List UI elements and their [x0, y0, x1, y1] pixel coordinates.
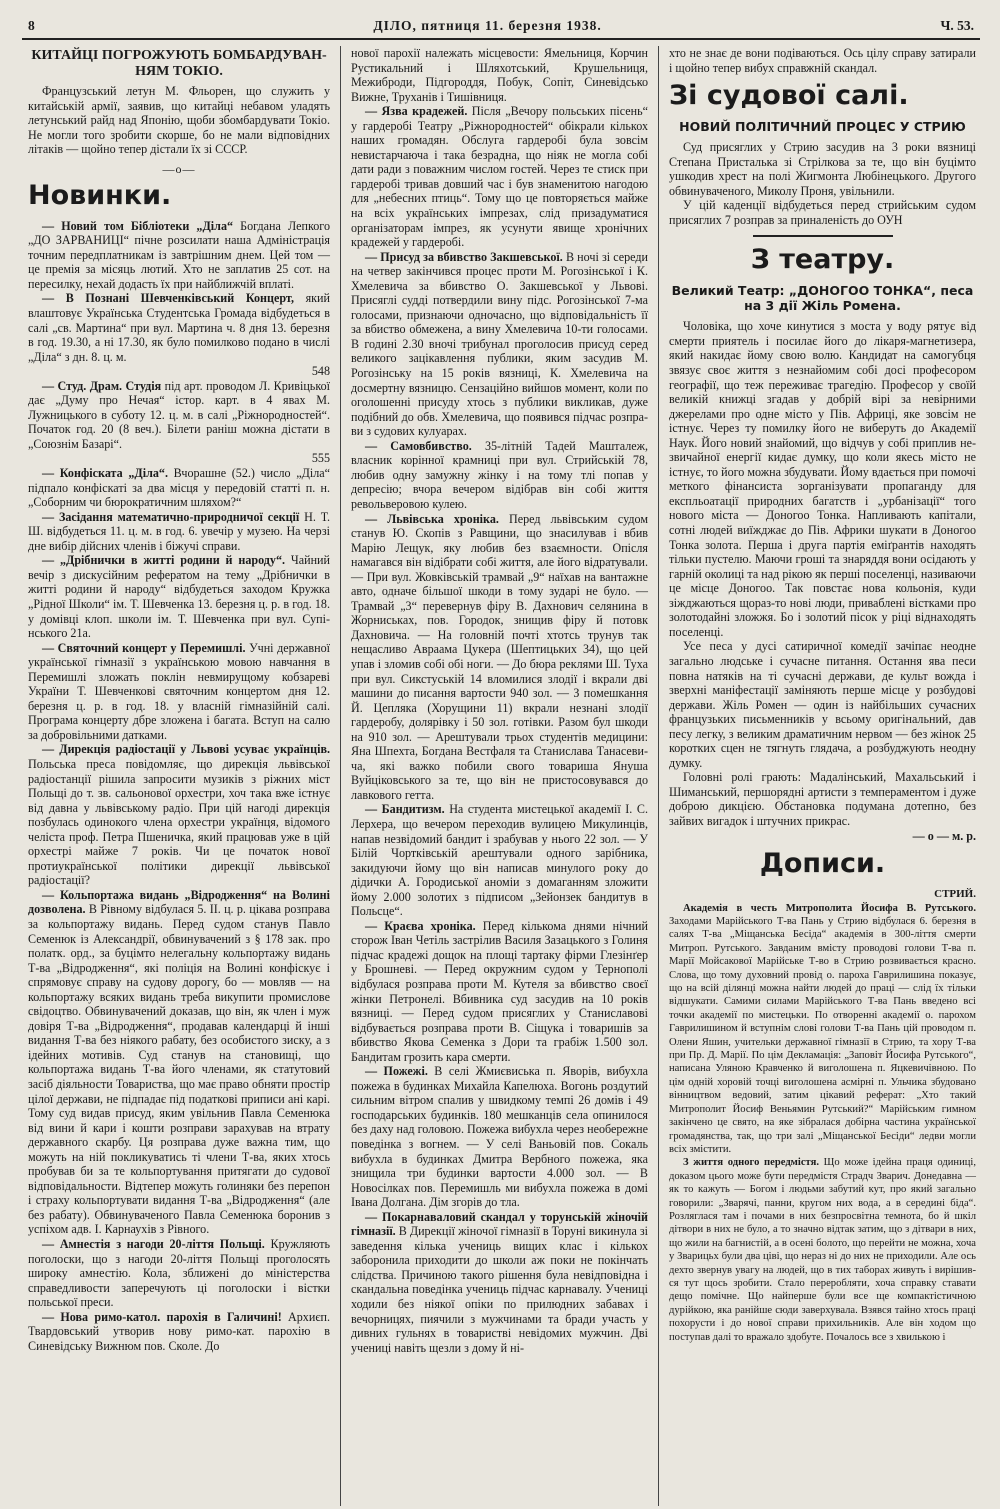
news-item: [351, 1064, 648, 1209]
news-item-text: Богдана Лепкого „ДО ЗАРВАНИЦІ“ пічне розсилати наша Адміністрація точним передплатникам із завтрішним днем. Цей том — це премія за місяць лютий. Хто не заплатив 25 сот. на пересилку, нехай додасть їх при найближчій вплаті.: [28, 218, 330, 291]
news-item-text: В селі Жмиєвиська п. Яворів, вибухла пожежа в будинках Михайла Капелюха. Вогонь роздутий сильним вітром спалив у швидкому темпі 26 домів і 49 господарських будинків. 180 мешканців села опинилося без даху над головою. Пожежа вибухла через необережне поведінка з вогнем. — У селі Ваньовій пов. Сокаль вибухла в будинках Дмитра Вербного пожежа, яка знищила три будинки вартости 4.000 зол. — В Новосілках пов. Перемишль ми вибухла пожежа в домі Івана Долгана. Дім згорів до тла.: [351, 1064, 648, 1210]
theatre-paragraph: Чоловіка, що хоче кинутися з моста у воду рятує від смерти приятель і посилає його до лікаря-магнетизера, який накидає йому свою волю. Кандидат на самогубця звязує своє життя з незнайомим собі досі професором географії, що теж переживає трагедію. Професор у своїй великій книжці згадав у добрій вірі за невірними джерелами про одне місто у Пів. Африці, яке зовсім не істнує. Через ту помилку його не виберуть до Академії Наук. Його новий знайомий, що відчув у собі приплив незвичайної енергії кидає думку, що коли якесь місто не істнує, то його можна збудувати. Йому вдається при помочі меткого фінансиста зорганізувати пропаганду для експльоатації природних багатств і „урбанізації“ того нового міста — Доногоо Тонка. Напливають капітали, сотні людей виїжджає до Пів. Африки шукати в Доногоо Тонка золота. Перша і друга партія еміґрантів находять тільки пустелю. Маючи гроші та знаряддя вони осідають у гарній околиці та над рікою як перші поселенці, називаючи це місце Доногоо. Так повстає нова кольонія, куди зіжджаються щораз-то нові люди, приваблені вістками про золотодайні зложжя. Бо і золотий пісок у ріці віднаходять поселенці.: [669, 319, 976, 639]
news-item-text: який влаштовує Українська Студентська Громада відбудеться в салі „св. Мартина“ при вул. Мартина ч. 8 дня 13. березня в год. 19.30, а ні 17.30, як було помилково подано в числі „Діла“ з дн. 8. ц. м.: [28, 291, 331, 364]
section-rule: [753, 235, 893, 237]
news-item: [351, 250, 648, 439]
letter-paragraph: [669, 1156, 976, 1344]
letter-lead: З життя одного передмістя.: [683, 1157, 819, 1169]
columns: [22, 46, 980, 1506]
news-item-text: Кружляють поголоски, що з нагоди 20-ліття Польщі проголосять широку амнестію. Кола, зближені до міністерства справедливости заперечують ці поголоски і вістки польської преси.: [28, 1237, 331, 1310]
news-item: [351, 802, 648, 918]
news-item-text: Перед львівським судом станув Ю. Скопів з Равщини, що знасилував і вбив Марію Лещук, яку любив без взаємности. Опісля намагався він відібрати собі життя, але його відратували. — При вул. Жовківській трамвай „9“ наїхав на вантажне авто, одначе більшої шкоди в тому зударі не було. — Трамвай „3“ перевернув фіру В. Дахнович селянина в Жорниськах, пов. Городок, знищив фіру й потовк Дахновича. — На головній почті хтотсь трунув так нещасливо Авраама Цукера (Шептицьких 34), що цей упав і зломив собі обі ноги. — До бюра реклями Ш. Туха при вул. Сикстуській 14 вломилися злодії і вкрали дві машини до писання вартости 940 зол. — З помешкання Й. Цепляка (Хорущини 11) вкрали незнані злодії гардеробу, долярівку і 50 зол. готівки. Разом бул шкоди на 910 зол. — Арештували трьох студентів медицини: Яна Шпехта, Богдана Вестфаля та Станислава Танасевича, які важко побили свого товариша Януша Вуйціковського за те, що він не пристосовувався до лавкового гетта.: [351, 511, 648, 802]
news-item: [351, 104, 648, 249]
rubric-novynky: Новинки.: [28, 179, 172, 211]
news-item-text: Польська преса повідомляє, що дирекція львівської радіостанції рішила запросити музиків з ріжних міст Польщі до т. зв. сальонової орхестри, хоч така вже істнує від давна у львівському радіо. При цій нагоді дирекція позбулась одинокого члена орхестри українця, відомого челіста проф. Петра Пшеничка, який працював уже в цій орхестрі майже 7 років. Чи це початок нової протиукраїнської політики дирекції львівської радіостації?: [28, 756, 330, 888]
news-item-lead: — Дирекція радіостації у Львові усуває українців.: [42, 742, 330, 757]
news-item-text: Н. Т. Ш. відбудеться 11. ц. м. в год. 6. увечір у музею. На черзі дне вибір дійсних членів і біжучі справи.: [28, 509, 330, 553]
article-body: Французський летун М. Фльорен, що служить у китайській армії, заявив, що китайці небавом уладять летунський райд над Японію, щоби збомбардувати Токіо. Не могли того зробити скорше, бо не мали відповідних літаків — щойно тепер дістали їх зі СССР.: [28, 84, 330, 157]
news-item-text: Архиєп. Твардовський утворив нову римо-кат. парохію в Синевідську Вижнюм пов. Сколе. До: [28, 1309, 331, 1353]
news-item: [28, 553, 330, 640]
news-item-lead: — „Дрібнички в житті родини й народу“.: [42, 553, 286, 568]
issue-number: Ч. 53.: [940, 18, 974, 33]
author-sign: — o — м. р.: [912, 828, 976, 843]
news-item: [351, 1210, 648, 1355]
court-paragraph: У цій каденції відбудеться перед стрийським судом присяглих 7 розправ за приналеність до ОУН: [669, 198, 976, 227]
news-item-lead: — Бандитизм.: [365, 802, 445, 817]
column-1: [22, 46, 340, 1506]
news-item-lead: — Святочний концерт у Перемишлі.: [42, 640, 246, 655]
letter-text: Заходами Марійського Т-ва Пань у Стрию відбулася 6. березня в салях Т-ва „Міщанська Бесіда“ академія в 300-ліття смерти Митроп. Рутського. Завданим вмісту проводові голови Т-ва п. Марії Мойсакової Марійське Т-во в Стрию розвивається красно. Слова, що тому духовний провід о. пароха Гаврилишина показує, що на всій ділянці можна найти людей до праці — слід їх тільки відшукати. Самими силами Марійського Т-ва Пань введено всі точки академії по мистецьки. По отворенні академії о. парохом Гаврилишином й вступнім слові голови Т-ва Пань цій проводом п. Олени Яшин, учительки державної гімназії в Стрию, та хору Т-ва при Пр. Д. Марії. По цім Декламація: „Заповіт Йосифа Рутського“, написана Уляною Кравченко й виголошена п. Яцкевичівною. По цім одній хоровій точці виголошена асмірні п. Ульчика збудовано вінництвом ведовий, затим цікавий реферат: „Хто такий Митрополит Йосиф Веньямин Рутський?“ Марійським гимном закінчено це свято, на яке зібралася добірна частина української громадянства, так, що три залі „Міщанської Бесіди“ ледви могли всіх змістити.: [669, 916, 976, 1155]
dateline: СТРИЙ.: [934, 888, 976, 901]
news-item-text: Чайний вечір з дискусійним рефератом на тему „Дрібнички в житті родини й народу“ відбудеться заходом Кружка „Рідної Школи“ ім. Т. Шевченка 13. березня ц. р. в год. 18. у домівці клоп. школи ім. Т. Шевченка при вул. Супінського 21а.: [28, 553, 331, 641]
news-item: [351, 512, 648, 803]
masthead-title: ДІЛО, пятниця 11. березня 1938.: [373, 18, 602, 33]
news-item-text: Учні державної української гімназії з українською мовою навчання в Перемишлі зложать поклін невмирущому кобзареві України Т. Шевченкові святочним концертом дня 12. березня ц. р. в год. 18. у власній гімназійній салі. Програма концерту дбре зложена і багата. Вступ на салю за добровільними датками.: [28, 640, 331, 742]
news-item: [28, 1237, 330, 1310]
news-item-lead: — Покарнаваловий скандал у торунській жіночій гімназії.: [351, 1209, 648, 1239]
court-subhead: НОВИЙ ПОЛІТИЧНИЙ ПРОЦЕС У СТРИЮ: [679, 119, 966, 135]
news-item: [28, 379, 330, 452]
rubric-court: Зі судової салі.: [669, 80, 909, 112]
news-item-lead: — Новий том Бібліотеки „Діла“: [42, 218, 234, 233]
news-item-text: Вчорашне (52.) число „Діла“ підпало конфіскаті за два місця у передовій статті п. н. „Соборним чи бюрократичним шляхом?“: [28, 466, 331, 510]
news-item: [351, 919, 648, 1064]
column-2: [340, 46, 658, 1506]
news-item-text: В Рівному відбулася 5. II. ц. р. цікава розправа за кольпортажу видань. Перед судом станув Павло Семенюк із Александрії, обвинувачений з § 178 зак. про полатк. орд., за буцімто нелегальну кольпортажу видань Т-ва „Відродження“, які поліція на Волині конфіскує і спрямовує справу на судову дорогу, бо — мовляв — на кольпортажу всяких видань треба викупити промисловe свідоцтво. Обвинувачений доказав, що він, як член і муж довіря Т-ва „Відродження“, продавав календарці й інші видання Т-ва без ніякого рабату, без особистого зиску, а з ідейних мотивів. Суд станув на становищі, що кольпортажа видань Т-ва його членами, як статутовий засіб діяльности Товариства, що має право обняти простір цілої держави, не підпадає під податкові приписи ані карі. Тому суд видав присуд, яким увільнив Павла Семенюка від вини й кари і кошти розправи зарахував на втрату державного скарбу. Ця розправа дуже важна тим, що можуть на ній покликуватись ті члени Т-ва, яких хтось пробував би за те кольпортування притягати до судової відповідальности. Відтепер можуть голиняки без перепон і страху кольпортувати видання Т-ва „Відродження“ (але без рабату). Обвинуваченого Павла Семенюка боронив з успіхом адв. І. Карнаухів з Рівного.: [28, 902, 330, 1237]
news-item-text: Після „Вечору польських пісень“ у гардеробі Театру „Ріжнородностей“ обікрали кількох наших громадян. Обслуга гардеробі була зовсім невистарчаюча і така безрадна, що ніяк не могла собі дати ради з поважним числом гостей. Через те стиск при гардеробі тривав довший час і був знаменитою нагодою для „небесних птиць“. Тому що це повторяється майже на всіх українських імпрезах, слід призадуматися організаторам імпрез, як усунути явище хронічних крадежей у гардеробі.: [351, 104, 648, 250]
ad-number: [28, 364, 330, 379]
news-item-lead: — Пожежі.: [365, 1064, 428, 1079]
news-item: [28, 510, 330, 554]
news-item: [28, 641, 330, 743]
news-item-lead: — Самовбивство.: [365, 438, 472, 453]
theatre-subhead: Великий Театр: „ДОНОГОО ТОНКА“, песа на 3 дії Жіль Ромена.: [671, 283, 974, 314]
news-item: [351, 439, 648, 512]
letter-text: Що може ідейна праця одиниці, доказом цього може бути передмістя Страдч Зварич. Донедавна — як то кажуть — Богом і людьми забутий кут, про який загально говорили: „Зварячі, панни, кругом них вода, а в середині біда“. Розляглася там і почами в них безпросвітна темнота, бо й шкіл дітвори в них не було, а то значно відтак затим, що з дітвари в них, що жили на багнистій, а в осені болото, що перейти не можна, хоча у Зварицьх були два ціві, що нераз ні до них не приходили. Але ось дехто звернув увагу на людей, що в тих таборах живуть і вирішився тут щось зробити. Стало переробляти, хоча справку ставати дещо помічне. Що найперше були все ще компактістичною дурійкою, яка ранійше сюди заверхувала. Взявся тайно хтось праці похорусти і до нової справи прихильників. Але він ходом що поступав далі то вражало здобуте. Почалось все з хвилькою і: [669, 1157, 976, 1343]
rubric-letters: Дописи.: [759, 848, 886, 880]
news-item-text: 548: [311, 364, 330, 379]
page-number: 8: [28, 18, 35, 33]
letter-lead: Академія в честь Митрополита Йосифа В. Рутського.: [683, 902, 976, 914]
column-3: [658, 46, 980, 1506]
divider: —o—: [162, 161, 196, 176]
news-item-text: Перед кількома днями нічний сторож Іван Четіль застрілив Василя Зазацького з Голиня підчас крадежі дощок на площі тартаку фірми Глезінґер у Брошневі. — Перед окружним судом у Тернополі відбулася розправа проти М. Кутеля за вбивство своєї жінки Петронелі. Вбивника суд засудив на 10 років вязниці. — Перед судом присяглих у Станиславові відбувається розправа проти В. Сіщука і товаришів за вбивство Якова Семенка з Дори та грабіж 1.500 зол. Бандитам грозить кара смерти.: [351, 918, 648, 1064]
news-item-lead: — Львівська хроніка.: [365, 511, 499, 526]
news-item-text: 555: [311, 451, 330, 466]
continued-text: нової парохії належать місцевости: Ямельниця, Корчин Рустикальний і Шляхотський, Крушельниця, Межиброди, Підгороддя, Побук, Сопіт, Синевідсько Вижне, Труханів і Тишівниця.: [351, 46, 648, 104]
news-item-lead: — Амнестія з нагоди 20-ліття Польщі.: [42, 1237, 265, 1252]
theatre-paragraph: Усе песа у дусі сатиричної комедії зачіпає неодне загально людське і сучасне питання. Остання ява песи повна натяків на ті сучасні держави, де культ вожда і зверхні маніфестації заміняють перше місце у розбудові держави. Жіль Ромен — один із найбільших сучасних французьких письменників у всьому оригінальний, дав песу легку, з великим драматичним нервом — без жінок 25 коротких сцен не тягнуть глядача, а розбуджують неодну думку.: [669, 639, 976, 770]
news-item-text: під арт. проводом Л. Кривіцької дає „Думу про Нечая“ істор. карт. в 4 явах М. Лужницького в суботу 12. ц. м. в салі „Ріжнородностей“. Початок год. 20 (8 веч.). Білети раніш можна дістати в „Союзнім Базарі“.: [28, 378, 330, 451]
news-item-lead: — Присуд за вбивство Закшевської.: [365, 249, 563, 264]
rubric-theatre: З театру.: [750, 244, 895, 276]
court-paragraph: Суд присяглих у Стрию засудив на 3 роки вязниці Степана Присталька зі Стрілкова за те, що він буцімто ушкодив хрест на полі Жигмонта Любінецького. Другого обвинуваченого, Миколу Проня, увільнили.: [669, 140, 976, 198]
news-item-lead: — Нова римо-катол. парохія в Галичині!: [42, 1309, 282, 1324]
news-item-lead: — В Познані Шевченківський Концерт,: [42, 291, 294, 306]
news-item-text: В ночі зі середи на четвер закінчився процес проти М. Рогозінської і К. Хмелевича за вбивство О. Закшевської у Львові. Присяглі судді потвердили вину підс. Рогозінської 7-ма голосами, признаючи одночасно, що відповідальність її за вбиство обмежена, а вину Хмелевича 10-ти голосами. В годині 2.30 вночі трибунал проголосив присуд серед великого зацікавлення публики, яким засудив М. Рогозінську на 15 років вязниці, К. Хмелевича на досмертну вязницю. Сензаційно вийшов момент, коли по оголошенні присуду хтось з публики викликав, дуже подібний до обв. Хмелевича, що появився підчас розправи з судових кулуарах.: [351, 249, 648, 439]
news-item-text: 35-літній Тадей Машталеж, власник корінної крамниці при вул. Стрийській 78, любив одну замужну жінку і на тому тлі попав у депресію; вчора вечером відібрав він собі життя револьверовою кулею.: [351, 438, 648, 511]
news-items: [351, 104, 648, 1355]
theatre-paragraph: Головні ролі грають: Мадалінський, Махальський і Шиманський, першорядні артисти з темпераментом і дуже доброю дикцією. Обстановка подумана дотепно, без зайвих вигадок і штучних прикрас.: [669, 770, 976, 828]
continued-text: хто не знає де вони подіваються. Ось цілу справу затирали і щойно тепер вибух справжній скандал.: [669, 46, 976, 75]
news-item: [28, 1310, 330, 1354]
news-item: [28, 742, 330, 887]
news-item-lead: — Конфіската „Діла“.: [42, 466, 168, 481]
news-item-lead: — Язва крадежей.: [365, 104, 468, 119]
news-items: [28, 219, 330, 1354]
news-item-lead: — Засідання математично-природничої секції: [42, 509, 300, 524]
news-item: [28, 888, 330, 1237]
news-item: [28, 466, 330, 510]
news-item-text: На студента мистецької академії І. С. Лерхера, що вечером переходив вулицею Микулинців, напав незвідомий бандит і зрабував у нього 22 зол. — У Білій Чортківській арештували одного зарібника, закидуючи йому що він написав минулого року до дідички А. Городиської аноміи з домаганням зложити йому 2.000 золотих з підписом „Зейонзек бандитув в Польсце“.: [351, 802, 648, 919]
news-item-lead: — Кольпортажа видань „Відродження“ на Волині дозволена.: [28, 887, 330, 917]
news-item: [28, 291, 330, 364]
masthead: [22, 14, 980, 40]
article-title: КИТАЙЦІ ПОГРОЖУЮТЬ БОМБАРДУВАННЯМ ТОКІО.: [31, 48, 327, 79]
news-item-lead: — Студ. Драм. Студія: [42, 378, 162, 393]
ad-number: [28, 451, 330, 466]
letter-paragraph: [669, 902, 976, 1157]
news-item: [28, 219, 330, 292]
news-item-text: В Дирекції жіночої гімназії в Торуні викинула зі заведення кілька учениць вищих клас і кількох заборонила приходити до школи аж поки не покінчать слідства. Причиною такого рішення була невідповідна і скандальна поведінка учениць підчас карнавалу. Учениці ходили без ніякої опіки по прилюдних забавах і вечорницях, пиячили з мужчинами та бради участь у дивних гульнях в товаристві невідомих мужчин. Дві учениці навіть щезли з дому й ні-: [351, 1224, 648, 1355]
news-item-lead: — Краєва хроніка.: [365, 918, 476, 933]
